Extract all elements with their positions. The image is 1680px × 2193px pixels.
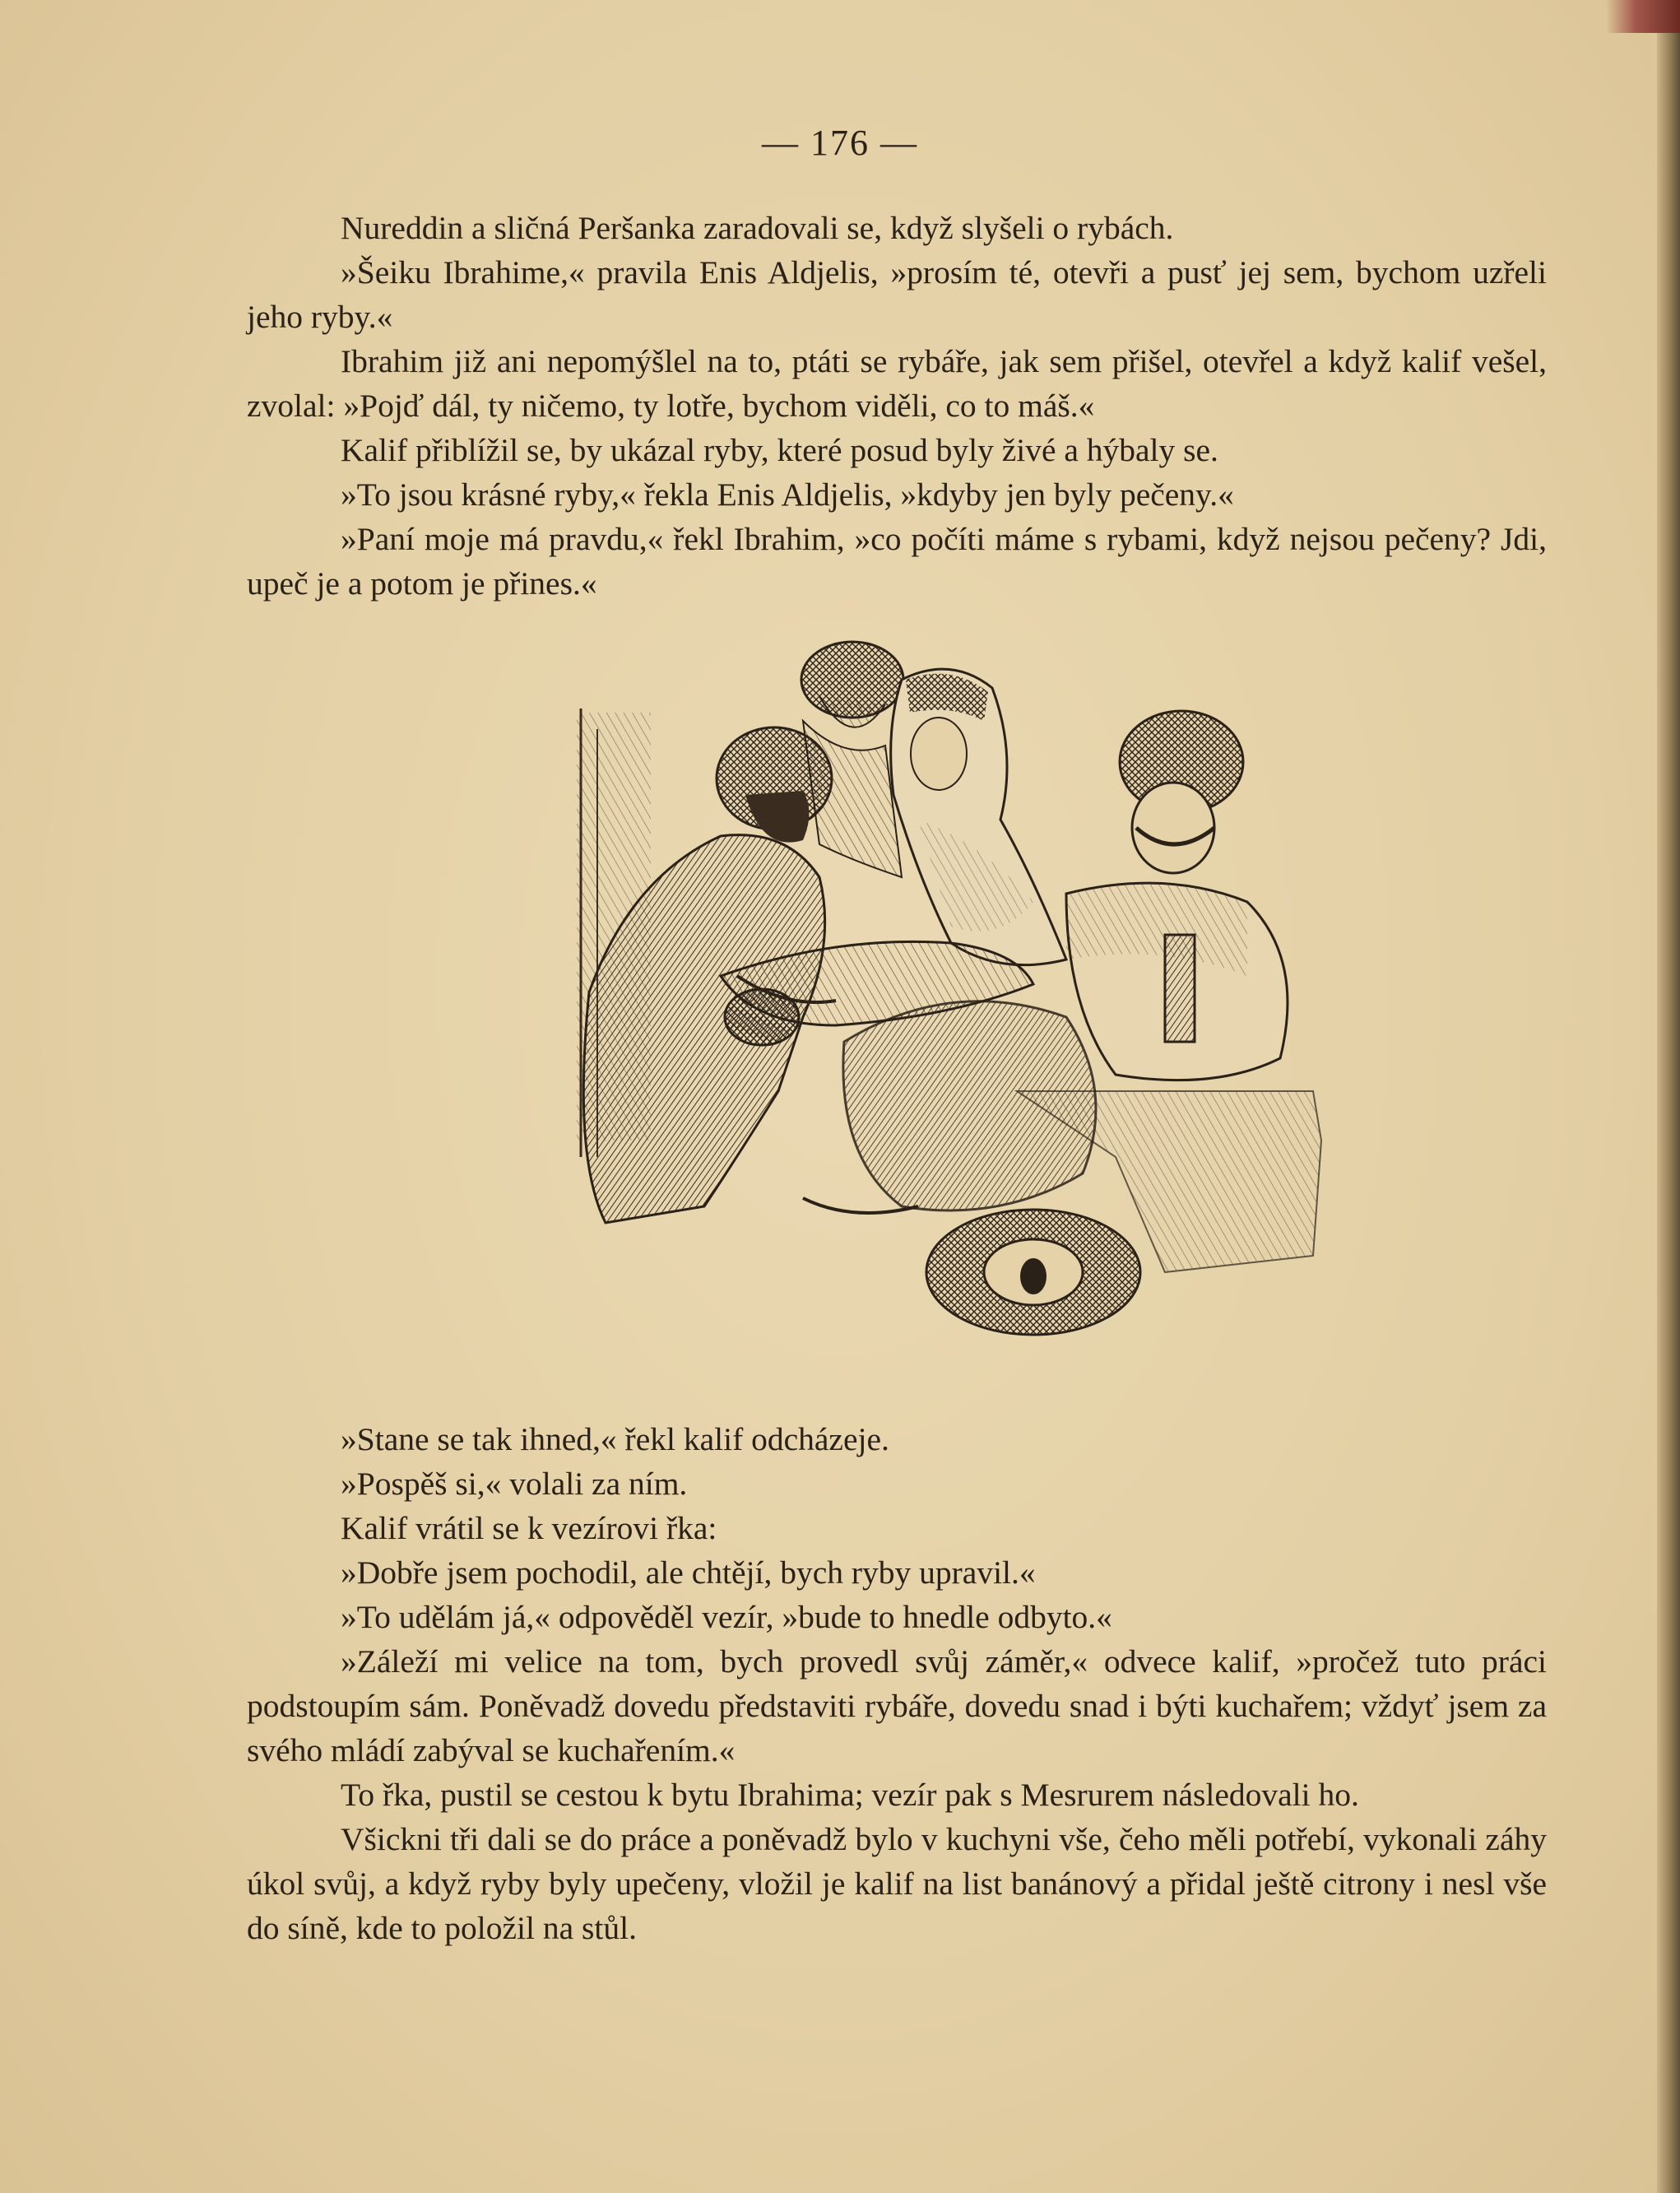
figure-woman xyxy=(891,669,1066,965)
paragraph: »Šeiku Ibrahime,« pravila Enis Aldjelis, »prosím té, otevři a pusť jej sem, bychom uzřeli jeho ryby.« xyxy=(247,254,1547,335)
paragraph: »Záleží mi velice na tom, bych provedl svůj záměr,« odvece kalif, »pročež tuto práci podstoupím sám. Poněvadž dovedu představiti rybáře, dovedu snad i býti kuchařem; vždyť jsem za svého mládí zabýval se kuchařením.« xyxy=(247,1643,1547,1768)
paragraph: »Stane se tak ihned,« řekl kalif odcházeje. xyxy=(341,1421,889,1457)
paragraph: »To udělám já,« odpověděl vezír, »bude to hnedle odbyto.« xyxy=(341,1599,1112,1635)
figure-back xyxy=(801,642,903,877)
paragraph: Nureddin a sličná Peršanka zaradovali se, když slyšeli o rybách. xyxy=(341,210,1174,246)
paragraph: »Paní moje má pravdu,« řekl Ibrahim, »co počíti máme s rybami, když nejsou pečeny? Jdi, upeč je a potom je přines.« xyxy=(247,521,1547,602)
paragraph: Ibrahim již ani nepomýšlel na to, ptáti se rybáře, jak sem přišel, otevřel a když kalif vešel, zvolal: »Pojď dál, ty ničemo, ty lotře, bychom viděli, co to máš.« xyxy=(247,343,1547,424)
paragraph: To řka, pustil se cestou k bytu Ibrahima; vezír pak s Mesrurem následovali ho. xyxy=(341,1777,1359,1813)
page-edge-shadow xyxy=(1657,0,1680,2193)
text-block-bottom xyxy=(247,1417,1547,1950)
text-block-top xyxy=(247,206,1547,606)
paragraph: Kalif vrátil se k vezírovi řka: xyxy=(341,1510,717,1546)
page-number: — 176 — xyxy=(762,123,918,163)
figure-right-seated-man xyxy=(1066,711,1288,1080)
round-cushion xyxy=(926,1210,1140,1335)
binding-edge xyxy=(1606,0,1680,33)
paragraph: »Pospěš si,« volali za ním. xyxy=(341,1466,688,1502)
paragraph: Všickni tři dali se do práce a poněvadž bylo v kuchyni vše, čeho měli potřebí, vykonali záhy úkol svůj, a když ryby byly upečeny, vložil je kalif na list banánový a přidal ještě citrony i nesl vše do síně, kde to položil na stůl. xyxy=(247,1821,1547,1946)
engraving-illustration xyxy=(490,630,1339,1338)
paragraph: »To jsou krásné ryby,« řekla Enis Aldjelis, »kdyby jen byly pečeny.« xyxy=(341,476,1234,513)
paragraph: »Dobře jsem pochodil, ale chtějí, bych ryby upravil.« xyxy=(341,1554,1036,1591)
paragraph: Kalif přiblížil se, by ukázal ryby, které posud byly živé a hýbaly se. xyxy=(341,432,1218,468)
engraving-image xyxy=(490,630,1339,1338)
